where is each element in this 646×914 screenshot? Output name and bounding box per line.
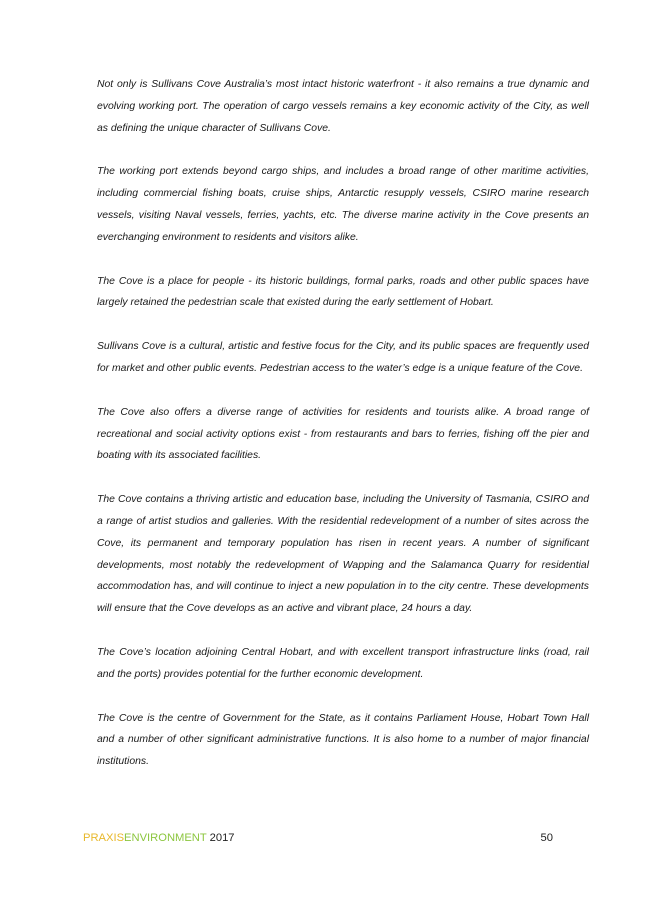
paragraph: The Cove’s location adjoining Central Hobart, and with excellent transport infrastructure links (road, rail and the ports) provides potential for the further economic development. <box>97 646 589 680</box>
page-number: 50 <box>540 832 553 844</box>
paragraph: The Cove contains a thriving artistic and education base, including the University of Tasmania, CSIRO and a range of artist studios and galleries. With the residential redevelopment of a number of sites across the Cove, its permanent and temporary population has risen in recent years. A number of significant developments, most notably the redevelopment of Wapping and the Salamanca Quarry for residential accommodation has, and will continue to inject a new population in to the city centre. These developments will ensure that the Cove develops as an active and vibrant place, 24 hours a day. <box>97 494 589 615</box>
paragraph: The Cove also offers a diverse range of activities for residents and tourists alike. A broad range of recreational and social activity options exist - from restaurants and bars to ferries, fishing off the pier and boating with its associated facilities. <box>97 406 589 462</box>
footer-brand <box>83 832 235 844</box>
paragraph: Not only is Sullivans Cove Australia’s most intact historic waterfront - it also remains a true dynamic and evolving working port. The operation of cargo vessels remains a key economic activity of the City, as well as defining the unique character of Sullivans Cove. <box>97 79 589 134</box>
footer-year: 2017 <box>206 832 235 844</box>
page-footer <box>83 832 553 848</box>
paragraph: Sullivans Cove is a cultural, artistic and festive focus for the City, and its public spaces are frequently used for market and other public events. Pedestrian access to the water’s edge is a unique feature of the Cove. <box>97 341 589 374</box>
body-text <box>97 74 589 795</box>
paragraph: The Cove is a place for people - its historic buildings, formal parks, roads and other public spaces have largely retained the pedestrian scale that existed during the early settlement of Hobart. <box>97 275 589 309</box>
brand-environment: ENVIRONMENT <box>124 832 207 844</box>
paragraph: The working port extends beyond cargo ships, and includes a broad range of other maritime activities, including commercial fishing boats, cruise ships, Antarctic resupply vessels, CSIRO marine research vessels, visiting Naval vessels, ferries, yachts, etc. The diverse marine activity in the Cove presents an everchanging environment to residents and visitors alike. <box>97 166 589 243</box>
paragraph: The Cove is the centre of Government for the State, as it contains Parliament House, Hobart Town Hall and a number of other significant administrative functions. It is also home to a number of major financial institutions. <box>97 712 589 768</box>
brand-praxis: PRAXIS <box>83 832 125 844</box>
